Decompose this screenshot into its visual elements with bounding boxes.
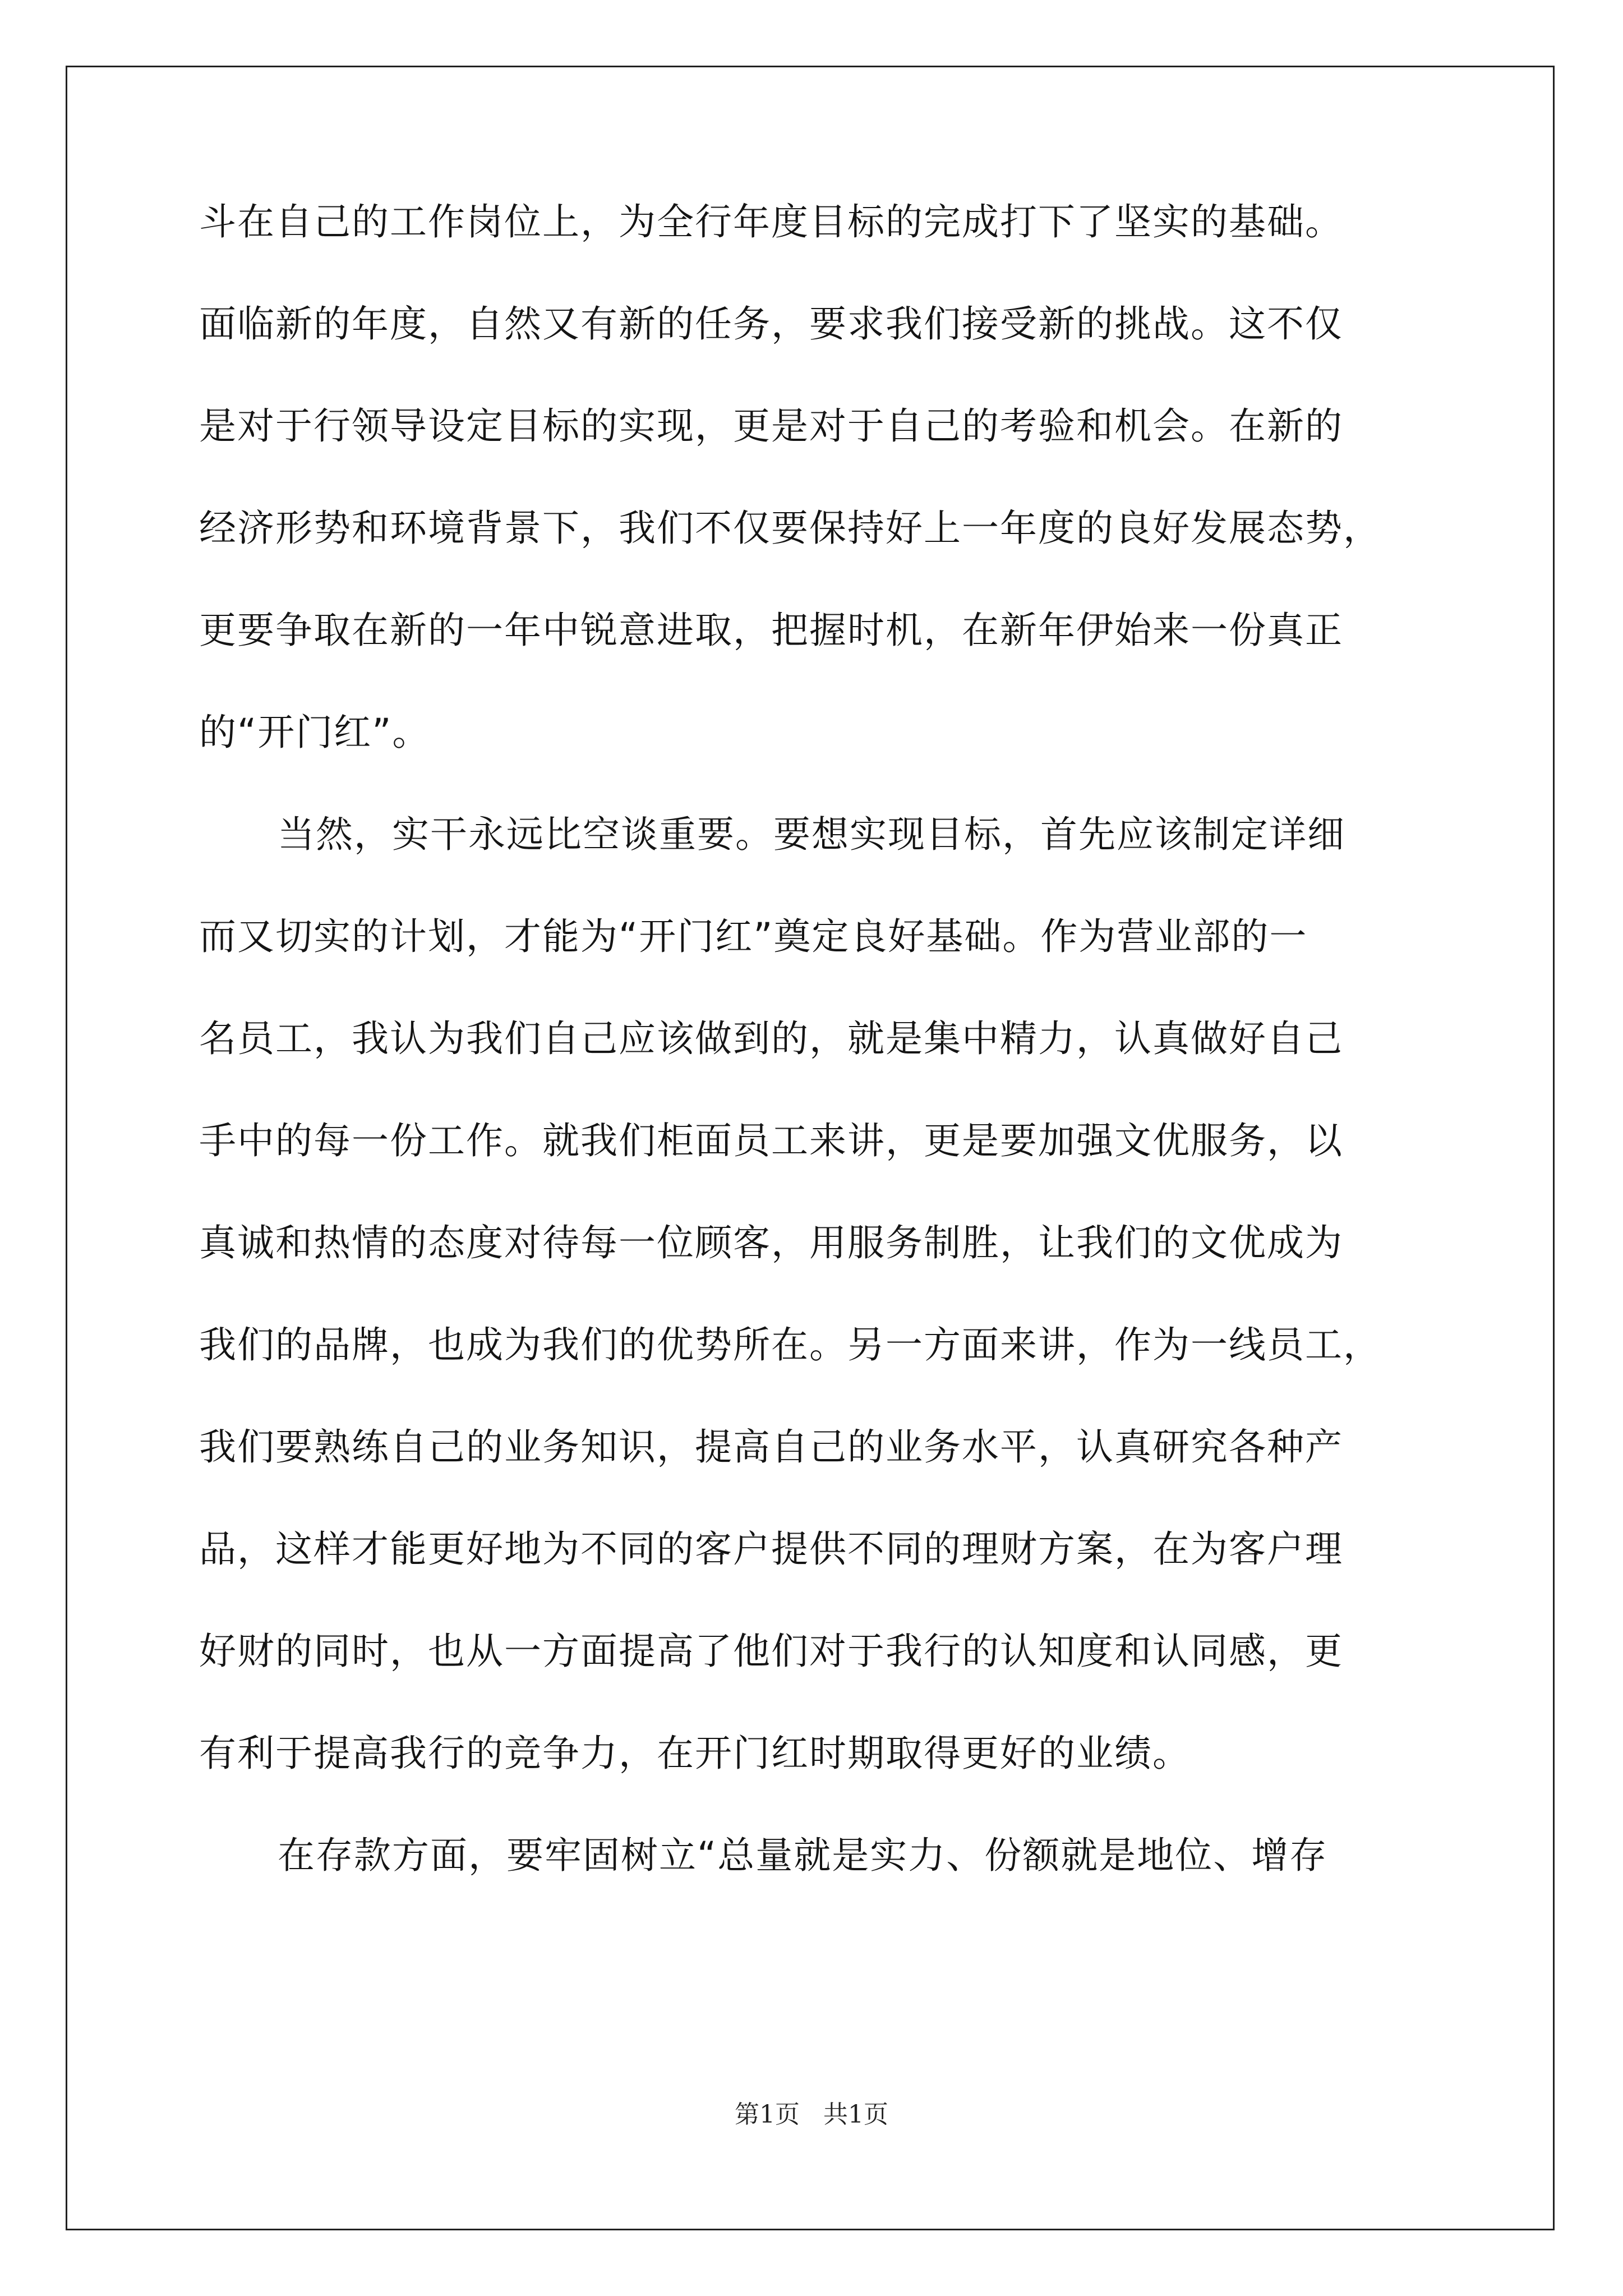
document-body (199, 171, 1455, 1907)
paragraph-start-line: 在存款方面，要牢固树立“总量就是实力、份额就是地位、增存 (278, 1834, 1328, 1877)
text-line: 我们要熟练自己的业务知识，提高自己的业务水平，认真研究各种产 (199, 1425, 1343, 1469)
text-line: 面临新的年度，自然又有新的任务，要求我们接受新的挑战。这不仅 (199, 302, 1343, 346)
paragraph-start-line: 当然，实干永远比空谈重要。要想实现目标，首先应该制定详细 (278, 813, 1345, 856)
text-line: 的“开门红”。 (199, 711, 431, 754)
text-line: 名员工，我认为我们自己应该做到的，就是集中精力，认真做好自己 (199, 1017, 1343, 1060)
text-line: 经济形势和环境背景下，我们不仅要保持好上一年度的良好发展态势， (199, 507, 1381, 550)
text-line: 是对于行领导设定目标的实现，更是对于自己的考验和机会。在新的 (199, 404, 1343, 448)
text-line: 我们的品牌，也成为我们的优势所在。另一方面来讲，作为一线员工， (199, 1323, 1381, 1366)
page-number-total: 共1页 (823, 2100, 888, 2129)
page-number-current: 第1页 (735, 2100, 800, 2129)
text-line: 好财的同时，也从一方面提高了他们对于我行的认知度和认同感，更 (199, 1630, 1343, 1673)
text-line: 手中的每一份工作。就我们柜面员工来讲，更是要加强文优服务，以 (199, 1119, 1343, 1162)
text-line: 而又切实的计划，才能为“开门红”奠定良好基础。作为营业部的一 (199, 915, 1308, 958)
text-line: 斗在自己的工作岗位上，为全行年度目标的完成打下了坚实的基础。 (199, 200, 1343, 243)
text-line: 有利于提高我行的竞争力，在开门红时期取得更好的业绩。 (199, 1732, 1191, 1775)
text-line: 真诚和热情的态度对待每一位顾客，用服务制胜，让我们的文优成为 (199, 1221, 1343, 1264)
text-line: 品，这样才能更好地为不同的客户提供不同的理财方案，在为客户理 (199, 1527, 1343, 1571)
text-line: 更要争取在新的一年中锐意进取，把握时机，在新年伊始来一份真正 (199, 609, 1343, 652)
page-footer (0, 2094, 1623, 2130)
